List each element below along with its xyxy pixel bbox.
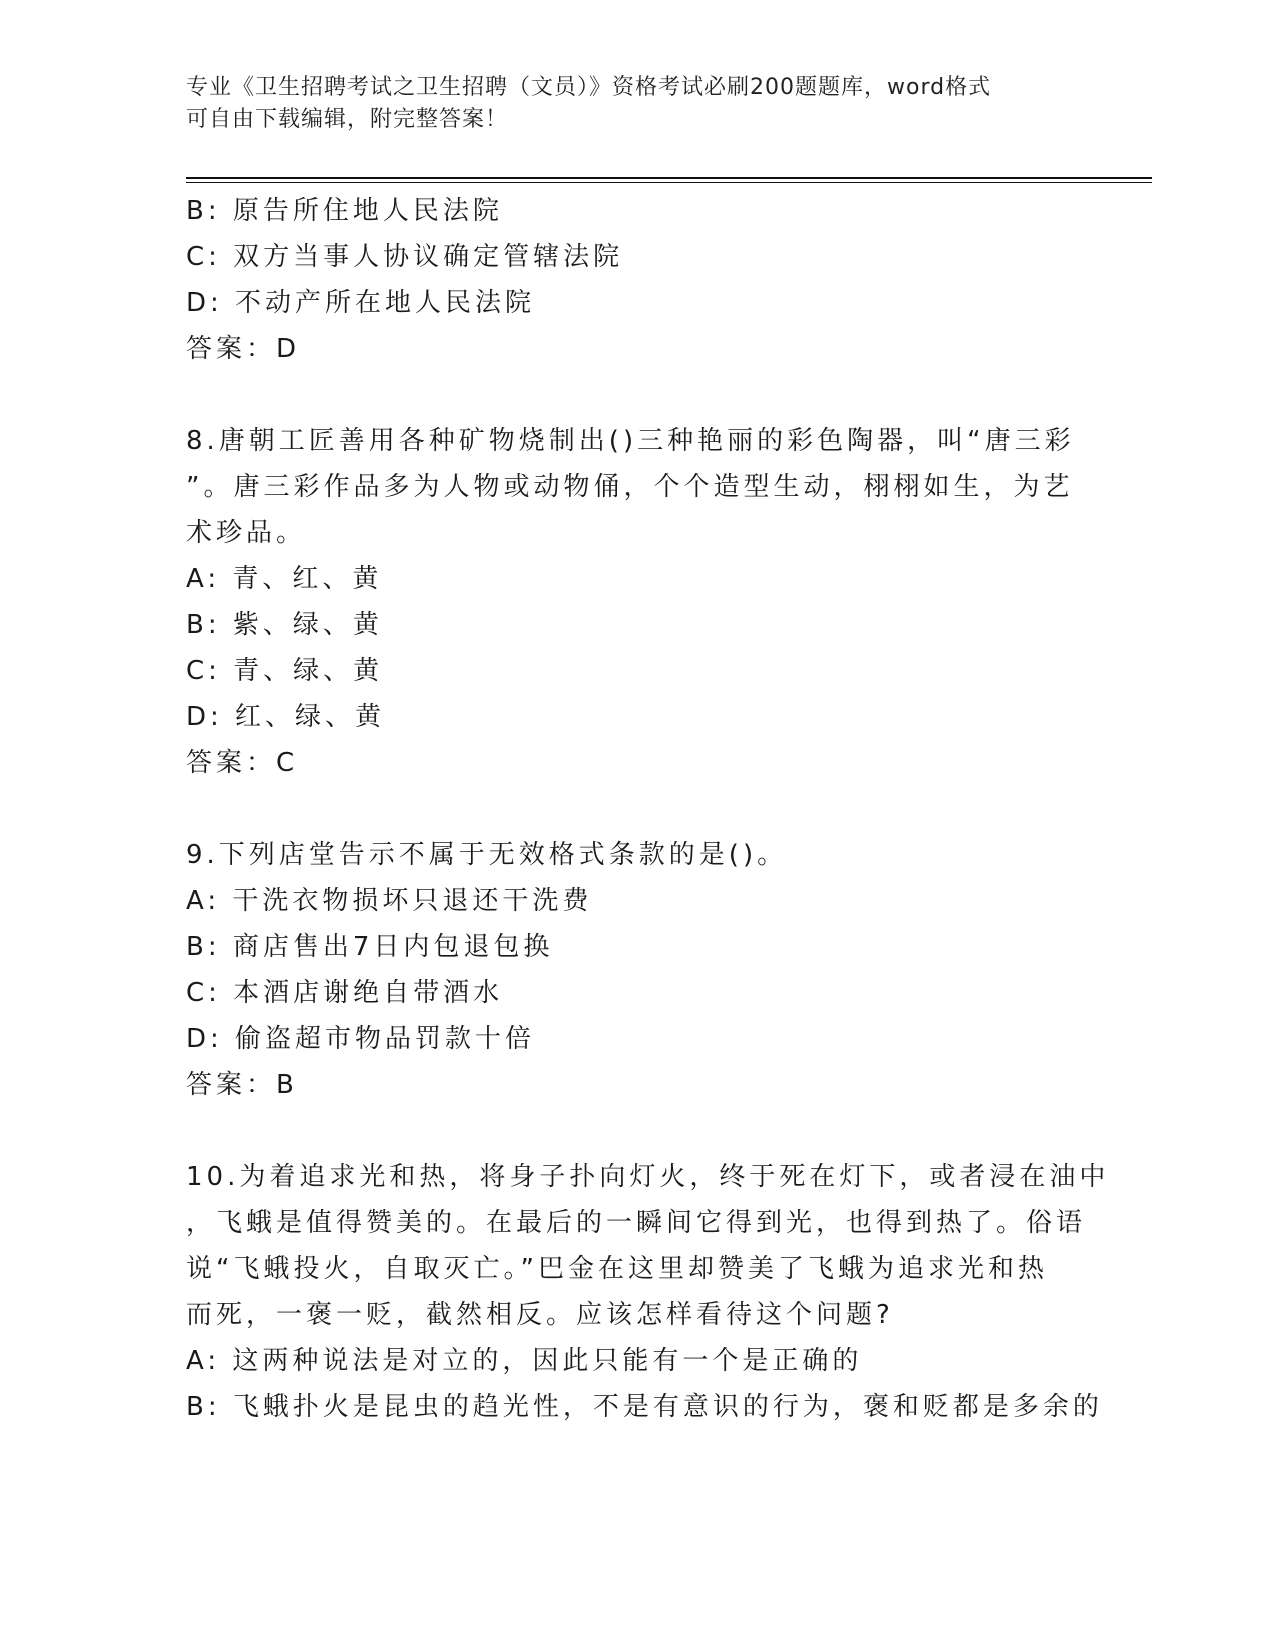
question-stem-line: 8.唐朝工匠善用各种矿物烧制出()三种艳丽的彩色陶器，叫“唐三彩 [186,426,1075,456]
header-divider-thin [186,182,1152,183]
option-d: D: 偷盗超市物品罚款十倍 [186,1024,536,1054]
answer-line: 答案：D [186,334,301,364]
header-line-2: 可自由下载编辑，附完整答案！ [186,107,509,132]
header-line-1: 专业《卫生招聘考试之卫生招聘（文员）》资格考试必刷200题题库，word格式 [186,75,992,100]
spacer [186,1108,1076,1154]
question-stem-line: 说“飞蛾投火，自取灭亡。”巴金在这里却赞美了飞蛾为追求光和热 [186,1254,1048,1284]
option-b: B: 紫、绿、黄 [186,610,383,640]
option-b: B: 原告所住地人民法院 [186,196,503,226]
question-stem-line: 9.下列店堂告示不属于无效格式条款的是()。 [186,840,788,870]
question-stem-line: 而死，一褒一贬，截然相反。应该怎样看待这个问题? [186,1300,894,1330]
question-stem-line: ，飞蛾是值得赞美的。在最后的一瞬间它得到光，也得到热了。俗语 [186,1208,1087,1238]
option-c: C: 本酒店谢绝自带酒水 [186,978,504,1008]
question-9 [186,832,1076,1108]
question-stem-line: 10.为着追求光和热，将身子扑向灯火，终于死在灯下，或者浸在油中 [186,1162,1110,1192]
answer-line: 答案：B [186,1070,298,1100]
question-stem-line: 术珍品。 [186,518,307,548]
header-divider-thick [186,177,1152,179]
option-b: B: 飞蛾扑火是昆虫的趋光性，不是有意识的行为，褒和贬都是多余的 [186,1392,1103,1422]
option-a: A: 干洗衣物损坏只退还干洗费 [186,886,593,916]
option-c: C: 青、绿、黄 [186,656,384,686]
option-d: D: 不动产所在地人民法院 [186,288,536,318]
question-10 [186,1154,1110,1430]
option-b: B: 商店售出7日内包退包换 [186,932,554,962]
question-stem-line: ”。唐三彩作品多为人物或动物俑，个个造型生动，栩栩如生，为艺 [186,472,1074,502]
answer-line: 答案：C [186,748,299,778]
document-body [186,188,1110,1430]
question-8 [186,418,1076,786]
option-a: A: 这两种说法是对立的，因此只能有一个是正确的 [186,1346,863,1376]
option-a: A: 青、红、黄 [186,564,383,594]
spacer [186,372,1076,418]
question-7-continued [186,188,1076,372]
option-c: C: 双方当事人协议确定管辖法院 [186,242,624,272]
spacer [186,786,1076,832]
option-d: D: 红、绿、黄 [186,702,386,732]
document-header [186,72,1066,136]
